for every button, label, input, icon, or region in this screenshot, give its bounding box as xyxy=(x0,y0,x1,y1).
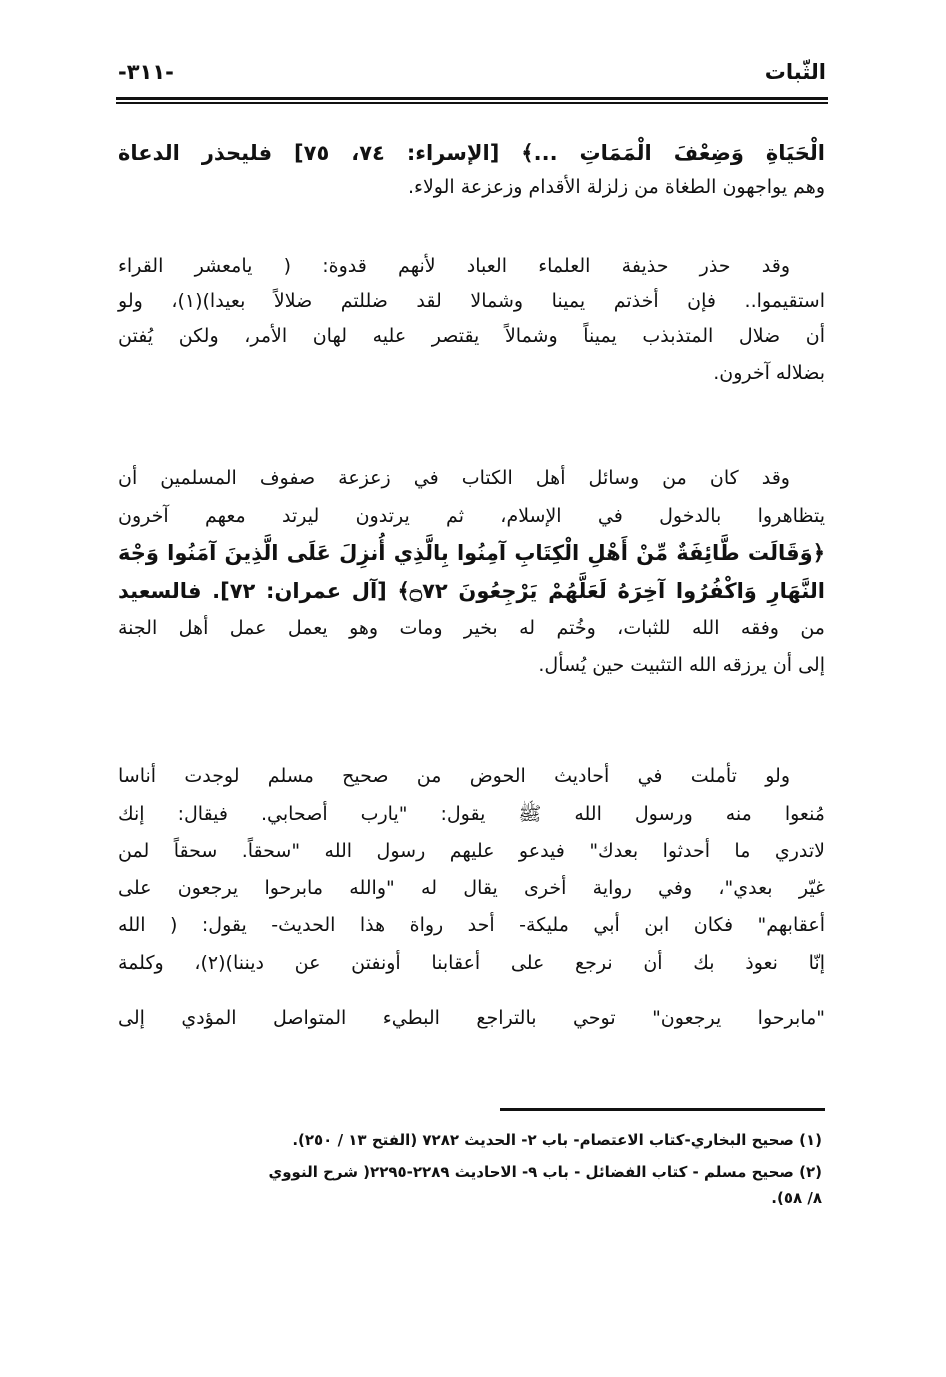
text-line: استقيموا.. فإن أخذتم يمينا وشمالا لقد ضللتم ضلالاً بعيدا)(١)، ولو xyxy=(118,290,825,312)
chapter-title: الثّبات xyxy=(764,60,826,84)
text-line: الْحَيَاةِ وَضِعْفَ الْمَمَاتِ ...﴾ [الإسراء: ٧٤، ٧٥] فليحذر الدعاة xyxy=(118,141,825,165)
footnote-rule xyxy=(500,1108,825,1111)
text-line: وقد كان من وسائل أهل الكتاب في زعزعة صفوف المسلمين أن xyxy=(118,467,790,489)
text-line: أعقابهم" فكان ابن أبي مليكة- أحد رواة هذا الحديث- يقول: ( الله xyxy=(118,914,825,936)
text-line: ولو تأملت في أحاديث الحوض من صحيح مسلم لوجدت أناسا xyxy=(118,765,790,787)
text-line: مُنعوا منه ورسول الله ﷺ يقول: "يارب أصحابي. فيقال: إنك xyxy=(118,803,825,825)
text-line: إلى أن يرزقه الله التثبيت حين يُسأل. xyxy=(538,654,825,676)
text-line: "مابرحوا يرجعون" توحي بالتراجع البطيء المتواصل المؤدي إلى xyxy=(118,1007,825,1029)
text-line: بضلاله آخرون. xyxy=(713,362,825,384)
quran-line: ﴿وَقَالَت طَّائِفَةٌ مِّنْ أَهْلِ الْكِتَابِ آمِنُوا بِالَّذِي أُنزِلَ عَلَى الَّذِينَ آمَنُوا وَجْهَ xyxy=(118,541,825,565)
text-line: من وفقه الله للثبات، وخُتم له بخير ومات وهو يعمل عمل أهل الجنة xyxy=(118,617,825,639)
text-line: وقد حذر حذيفة العلماء العباد لأنهم قدوة: ( يامعشر القراء xyxy=(118,255,790,277)
text-line: أن ضلال المتذبذب يميناً وشمالاً يقتصر عليه لهان الأمر، ولكن يُفتن xyxy=(118,325,825,347)
text-line: وهم يواجهون الطغاة من زلزلة الأقدام وزعزعة الولاء. xyxy=(408,176,825,198)
text-line: إنّا نعوذ بك أن نرجع على أعقابنا أونفتن عن ديننا)(٢)، وكلمة xyxy=(118,952,825,974)
footnote: ٨/ ٥٨). xyxy=(771,1189,822,1207)
header-rule xyxy=(116,97,828,100)
header-rule-thin xyxy=(116,102,828,104)
quran-line: النَّهَارِ وَاكْفُرُوا آخِرَهُ لَعَلَّهُمْ يَرْجِعُونَ ۝٧٢﴾ [آل عمران: ٧٢]. فالسعيد xyxy=(118,579,826,603)
footnote: (٢) صحيح مسلم - كتاب الفضائل - باب ٩- الاحاديث ٢٢٨٩-٢٢٩٥( شرح النووي xyxy=(268,1163,822,1181)
text-line: لاتدري ما أحدثوا بعدك" فيدعو عليهم رسول الله "سحقاً. سحقاً لمن xyxy=(118,840,825,862)
footnote: (١) صحيح البخاري-كتاب الاعتصام- باب ٢- الحديث ٧٢٨٢ (الفتح ١٣ / ٢٥٠). xyxy=(292,1131,822,1149)
text-line: يتظاهروا بالدخول في الإسلام، ثم يرتدون ليرتد معهم آخرون xyxy=(118,505,825,527)
page-number: -٣١١- xyxy=(118,60,174,84)
text-line: غيّر بعدي"، وفي رواية أخرى يقال له "والله مابرحوا يرجعون على xyxy=(118,877,825,899)
